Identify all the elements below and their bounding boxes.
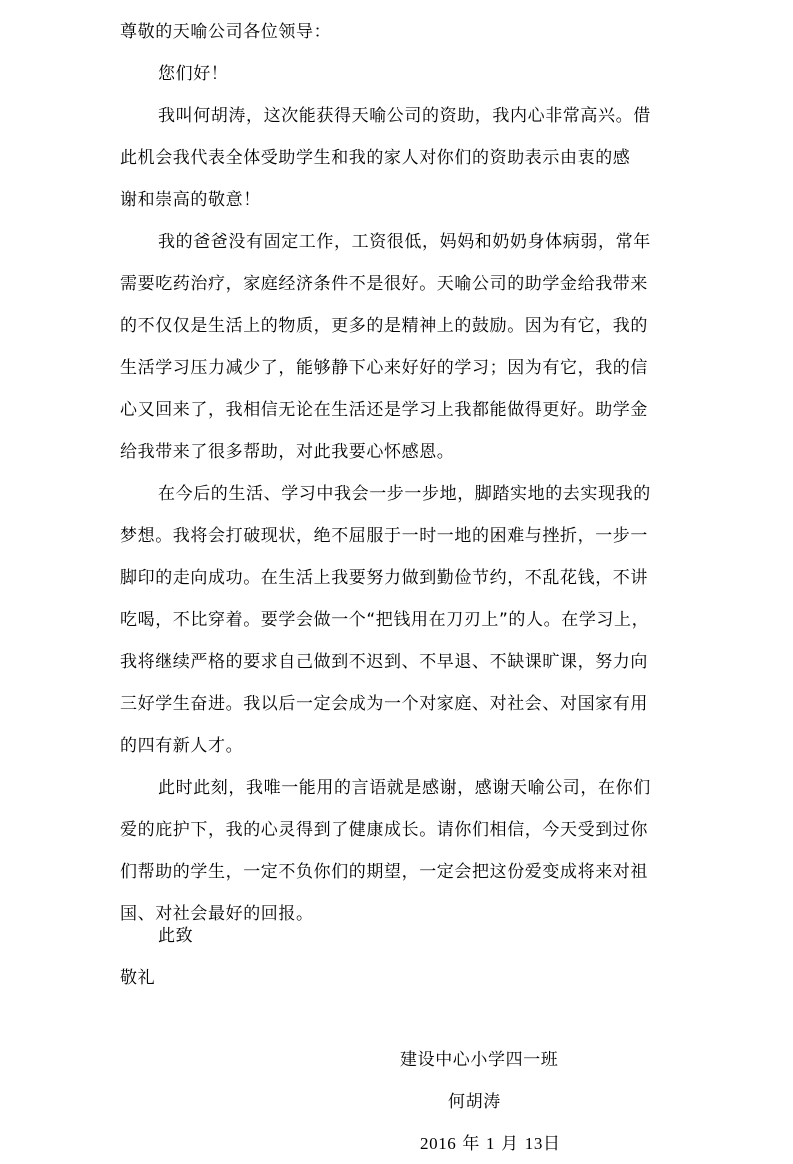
date-month: 1 (486, 1134, 496, 1153)
paragraph-2-line-5: 心又回来了，我相信无论在生活还是学习上我都能做得更好。助学金 (120, 400, 648, 420)
paragraph-3-line-6: 三好学生奋进。我以后一定会成为一个对家庭、对社会、对国家有用 (120, 694, 648, 714)
paragraph-4-line-2: 爱的庇护下，我的心灵得到了健康成长。请你们相信，今天受到过你 (120, 820, 648, 840)
paragraph-3-line-3: 脚印的走向成功。在生活上我要努力做到勤俭节约，不乱花钱，不讲 (120, 568, 648, 588)
date-year-unit: 年 (462, 1134, 481, 1154)
signature-name: 何胡涛 (448, 1092, 501, 1112)
paragraph-2-line-2: 需要吃药治疗，家庭经济条件不是很好。天喻公司的助学金给我带来 (120, 274, 648, 294)
paragraph-4-line-4: 国、对社会最好的回报。 (120, 904, 314, 924)
salutation: 尊敬的天喻公司各位领导： (120, 22, 332, 42)
paragraph-2-line-4: 生活学习压力减少了，能够静下心来好好的学习；因为有它，我的信 (120, 358, 648, 378)
date-year: 2016 (420, 1134, 457, 1153)
paragraph-2-line-1: 我的爸爸没有固定工作，工资很低，妈妈和奶奶身体病弱，常年 (158, 232, 651, 252)
paragraph-1-line-1: 我叫何胡涛，这次能获得天喻公司的资助，我内心非常高兴。借 (158, 106, 651, 126)
date-day-unit: 日 (543, 1134, 561, 1154)
greeting: 您们好！ (158, 64, 229, 84)
paragraph-4-line-1: 此时此刻，我唯一能用的言语就是感谢，感谢天喻公司，在你们 (158, 778, 651, 798)
paragraph-3-line-2: 梦想。我将会打破现状，绝不屈服于一时一地的困难与挫折，一步一 (120, 526, 648, 546)
date-month-unit: 月 (501, 1134, 519, 1154)
closing-jingli: 敬礼 (120, 968, 156, 988)
paragraph-1-line-3: 谢和崇高的敬意！ (120, 190, 261, 210)
paragraph-4-line-3: 们帮助的学生，一定不负你们的期望，一定会把这份爱变成将来对祖 (120, 862, 648, 882)
paragraph-3-line-5: 我将继续严格的要求自己做到不迟到、不早退、不缺课旷课，努力向 (120, 652, 648, 672)
signature-class: 建设中心小学四一班 (400, 1050, 559, 1070)
signature-date (420, 1134, 561, 1154)
paragraph-3-line-1: 在今后的生活、学习中我会一步一步地，脚踏实地的去实现我的 (158, 484, 651, 504)
paragraph-3-line-7: 的四有新人才。 (120, 736, 244, 756)
paragraph-1-line-2: 此机会我代表全体受助学生和我的家人对你们的资助表示由衷的感 (120, 148, 631, 168)
date-day: 13 (524, 1134, 543, 1153)
paragraph-2-line-3: 的不仅仅是生活上的物质，更多的是精神上的鼓励。因为有它，我的 (120, 316, 648, 336)
closing-cizhi: 此致 (158, 926, 194, 946)
paragraph-2-line-6: 给我带来了很多帮助，对此我要心怀感恩。 (120, 442, 455, 462)
paragraph-3-line-4: 吃喝，不比穿着。要学会做一个“把钱用在刀刃上”的人。在学习上， (120, 610, 650, 630)
